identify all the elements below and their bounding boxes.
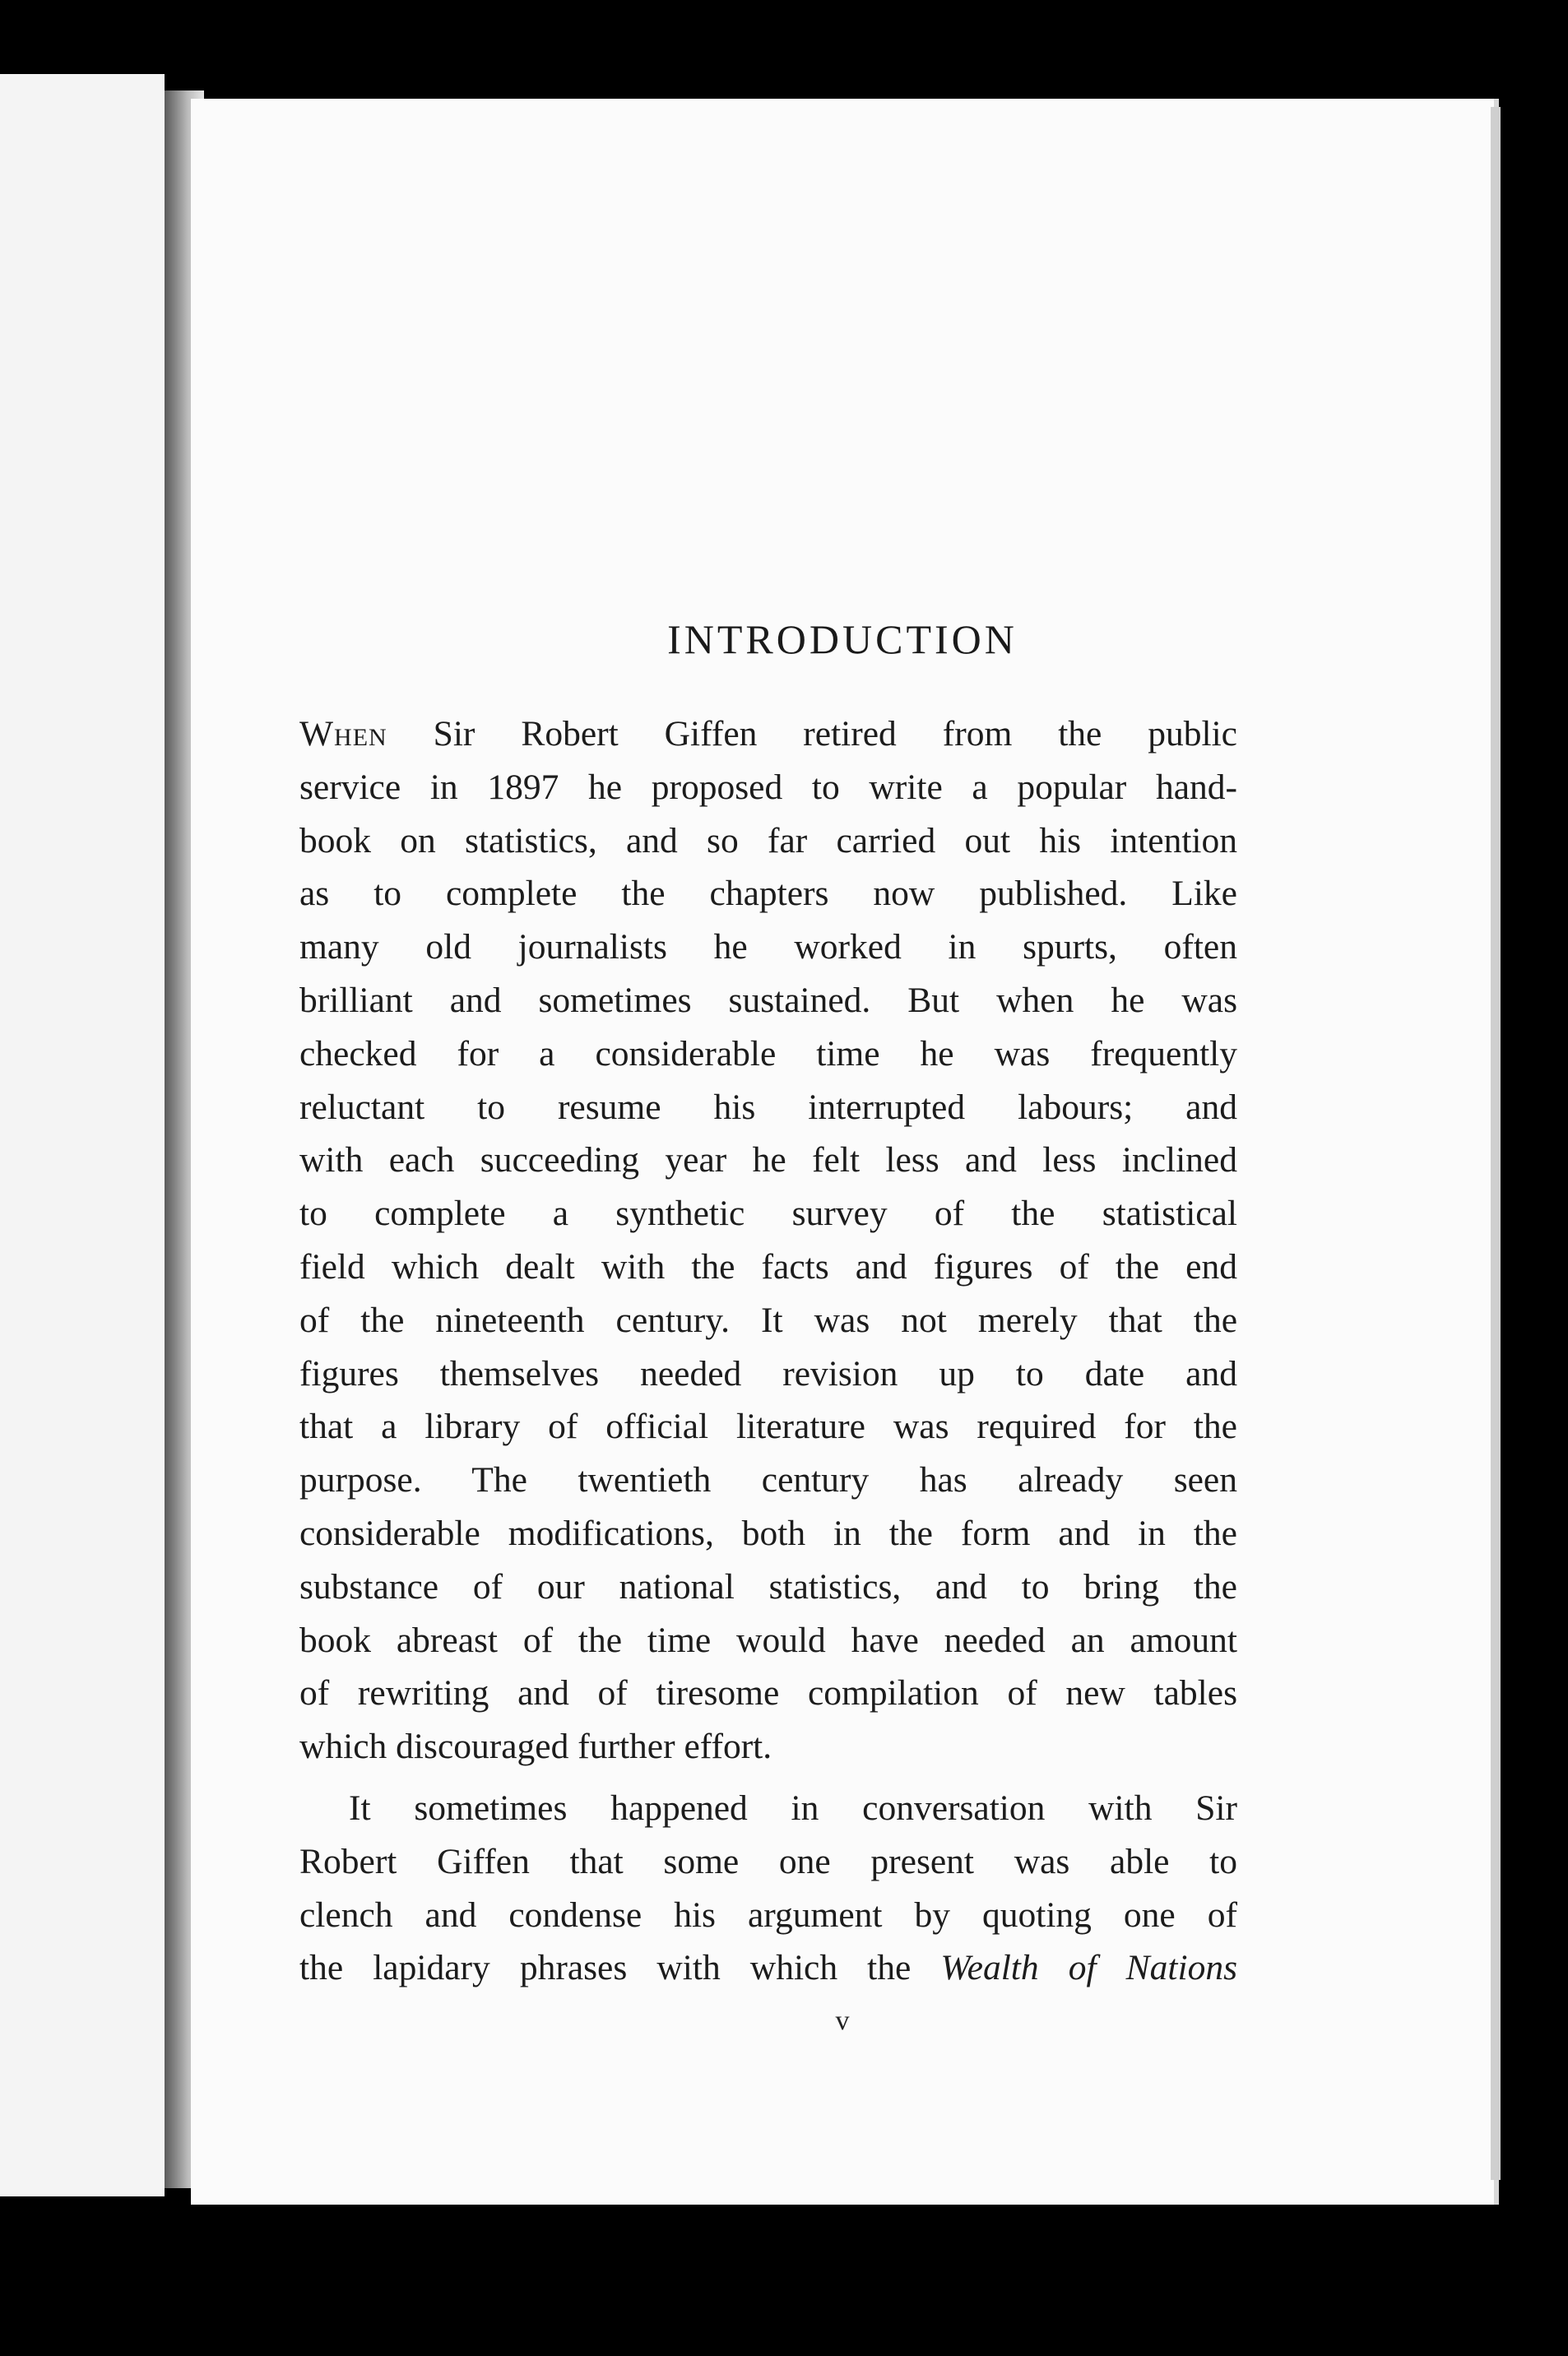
text-line: with each succeeding year he felt less and less inclined (299, 1140, 1237, 1180)
book-title: Wealth of Nations (940, 1948, 1237, 1988)
drop-word: When (299, 714, 387, 754)
text-line: field which dealt with the facts and figures of the end (299, 1246, 1237, 1287)
text-line: of rewriting and of tiresome compilation of new tables (299, 1673, 1237, 1714)
text-line: considerable modifications, both in the form and in the (299, 1513, 1237, 1553)
paragraph-1 (299, 707, 1237, 1774)
text-line: brilliant and sometimes sustained. But when he was (299, 980, 1237, 1020)
text-line (299, 707, 1237, 761)
text-line: service in 1897 he proposed to write a popular hand- (299, 767, 1237, 807)
book-page (191, 99, 1499, 2205)
text-line: purpose. The twentieth century has already seen (299, 1460, 1237, 1500)
text-line: to complete a synthetic survey of the statistical (299, 1194, 1237, 1234)
text-line: reluctant to resume his interrupted labours; and (299, 1087, 1237, 1127)
line-text: the lapidary phrases with which the (299, 1948, 941, 1988)
body-text (299, 707, 1237, 1995)
text-line: substance of our national statistics, and to bring the (299, 1566, 1237, 1607)
text-line: It sometimes happened in conversation with Sir (349, 1788, 1237, 1828)
paragraph-2 (299, 1782, 1237, 1995)
text-line (299, 1941, 1237, 1995)
text-line: many old journalists he worked in spurts, often (299, 927, 1237, 967)
page-edge (1491, 107, 1501, 2180)
text-line: Robert Giffen that some one present was able to (299, 1841, 1237, 1881)
text-line: clench and condense his argument by quoting one of (299, 1895, 1237, 1935)
line-text: Sir Robert Giffen retired from the public (387, 714, 1237, 754)
facing-page-edge (0, 74, 165, 2196)
text-line: of the nineteenth century. It was not merely that the (299, 1300, 1237, 1340)
page-title: INTRODUCTION (667, 616, 1018, 662)
text-line: as to complete the chapters now published. Like (299, 874, 1237, 914)
text-line: that a library of official literature was required for the (299, 1407, 1237, 1447)
text-line: which discouraged further effort. (299, 1727, 772, 1767)
text-line: figures themselves needed revision up to date and (299, 1353, 1237, 1394)
page-number: v (835, 2006, 850, 2036)
text-line: book abreast of the time would have needed an amount (299, 1620, 1237, 1660)
text-line: book on statistics, and so far carried out his intention (299, 820, 1237, 860)
text-line: checked for a considerable time he was frequently (299, 1033, 1237, 1074)
